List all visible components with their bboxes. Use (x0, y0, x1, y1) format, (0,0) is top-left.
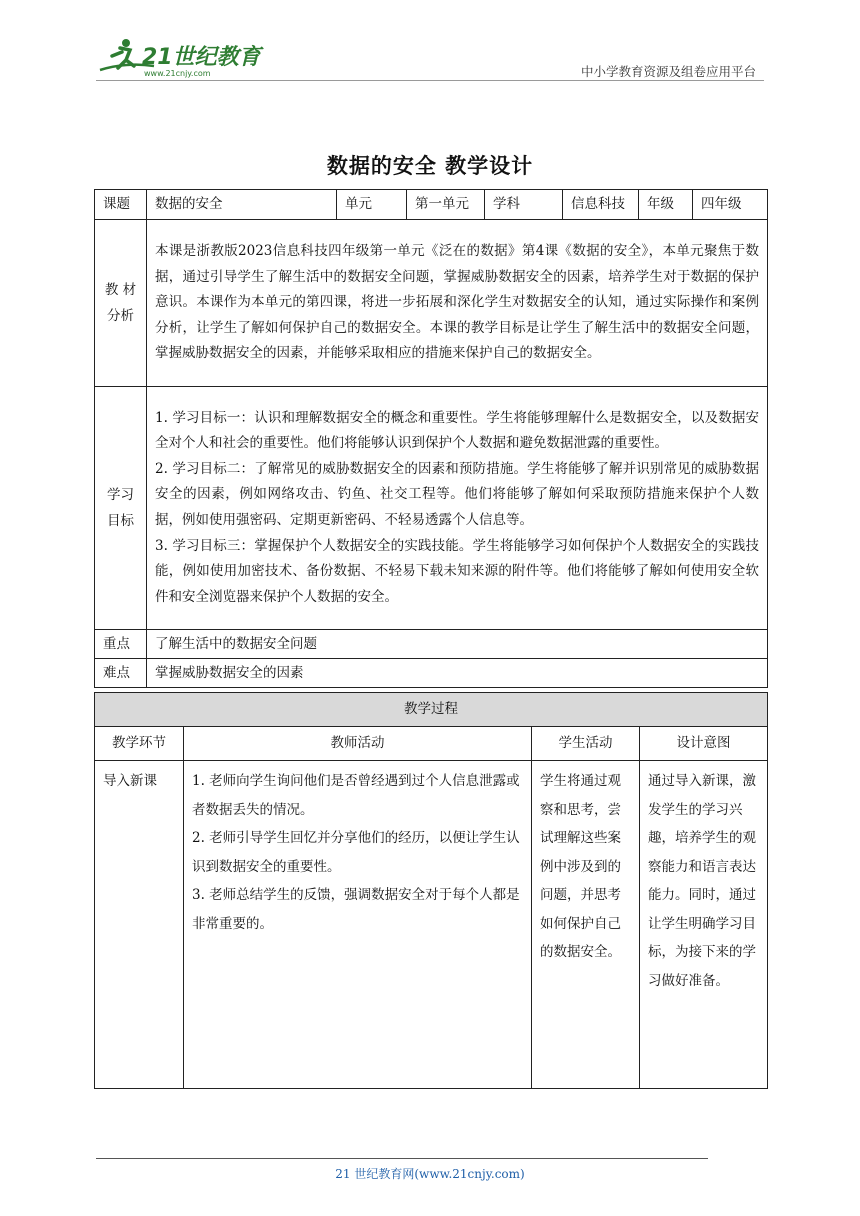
header-divider (96, 80, 764, 81)
footer-link[interactable]: 21 世纪教育网(www.21cnjy.com) (335, 1167, 525, 1181)
goals-list (147, 387, 768, 630)
analysis-text: 本课是浙教版2023信息科技四年级第一单元《泛在的数据》第4课《数据的安全》，本单元聚焦于数据，通过引导学生了解生活中的数据安全问题，掌握威胁数据安全的因素，培养学生对于数据的保护意识。本课作为本单元的第四课，将进一步拓展和深化学生对数据安全的认知，通过实际操作和案例分析，让学生了解如何保护自己的数据安全。本课的教学目标是让学生了解生活中的数据安全问题，掌握威胁数据安全的因素，并能够采取相应的措施来保护自己的数据安全。 (147, 220, 768, 387)
grade-value: 四年级 (693, 190, 768, 220)
key-value: 了解生活中的数据安全问题 (147, 630, 768, 659)
goal-item: 1. 学习目标一：认识和理解数据安全的概念和重要性。学生将能够理解什么是数据安全，以及数据安全对个人和社会的重要性。他们将能够认识到保护个人数据和避免数据泄露的重要性。 (155, 409, 759, 452)
table-row (95, 220, 768, 387)
teacher-activity-item: 2. 老师引导学生回忆并分享他们的经历，以便让学生认识到数据安全的重要性。 (192, 830, 520, 875)
column-header: 教师活动 (184, 727, 532, 761)
column-header: 教学环节 (95, 727, 184, 761)
process-heading: 教学过程 (95, 693, 768, 727)
goal-item: 3. 学习目标三：掌握保护个人数据安全的实践技能。学生将能够学习如何保护个人数据安全的实践技能，例如使用加密技术、备份数据、不轻易下载未知来源的附件等。他们将能够了解如何使用安全软件和安全浏览器来保护个人数据的安全。 (155, 537, 759, 605)
stage-cell: 导入新课 (95, 761, 184, 1089)
goal-item: 2. 学习目标二：了解常见的威胁数据安全的因素和预防措施。学生将能够了解并识别常见的威胁数据安全的因素，例如网络攻击、钓鱼、社交工程等。他们将能够了解如何采取预防措施来保护个人数据，例如使用强密码、定期更新密码、不轻易透露个人信息等。 (155, 460, 759, 528)
goals-label: 学习 目标 (95, 387, 147, 630)
analysis-label: 教 材 分析 (95, 220, 147, 387)
logo-subtext: www.21cnjy.com (144, 69, 211, 78)
unit-value: 第一单元 (407, 190, 485, 220)
table-row (95, 693, 768, 727)
grade-label: 年级 (639, 190, 693, 220)
subject-label: 学科 (485, 190, 563, 220)
process-table (94, 692, 768, 1089)
difficulty-value: 掌握威胁数据安全的因素 (147, 659, 768, 688)
key-label: 重点 (95, 630, 147, 659)
course-label: 课题 (95, 190, 147, 220)
table-row (95, 387, 768, 630)
table-row (95, 630, 768, 659)
table-header-row (95, 727, 768, 761)
student-activity-cell: 学生将通过观察和思考，尝试理解这些案例中涉及到的问题，并思考如何保护自己的数据安全。 (532, 761, 640, 1089)
platform-name: 中小学教育资源及组卷应用平台 (580, 64, 756, 79)
info-table (94, 189, 768, 688)
column-header: 设计意图 (640, 727, 768, 761)
teacher-activity-cell (184, 761, 532, 1089)
table-row (95, 190, 768, 220)
unit-label: 单元 (337, 190, 407, 220)
column-header: 学生活动 (532, 727, 640, 761)
page-title: 数据的安全 教学设计 (326, 154, 534, 178)
logo-text: 21世纪教育 (142, 45, 261, 70)
subject-value: 信息科技 (563, 190, 639, 220)
difficulty-label: 难点 (95, 659, 147, 688)
design-intent-cell: 通过导入新课，激发学生的学习兴趣，培养学生的观察能力和语言表达能力。同时，通过让学生明确学习目标，为接下来的学习做好准备。 (640, 761, 768, 1089)
teacher-activity-item: 1. 老师向学生询问他们是否曾经遇到过个人信息泄露或者数据丢失的情况。 (192, 773, 520, 818)
footer-divider (96, 1158, 708, 1159)
table-row (95, 761, 768, 1089)
course-value: 数据的安全 (147, 190, 337, 220)
site-logo (96, 36, 266, 80)
teacher-activity-item: 3. 老师总结学生的反馈，强调数据安全对于每个人都是非常重要的。 (192, 887, 520, 932)
table-row (95, 659, 768, 688)
